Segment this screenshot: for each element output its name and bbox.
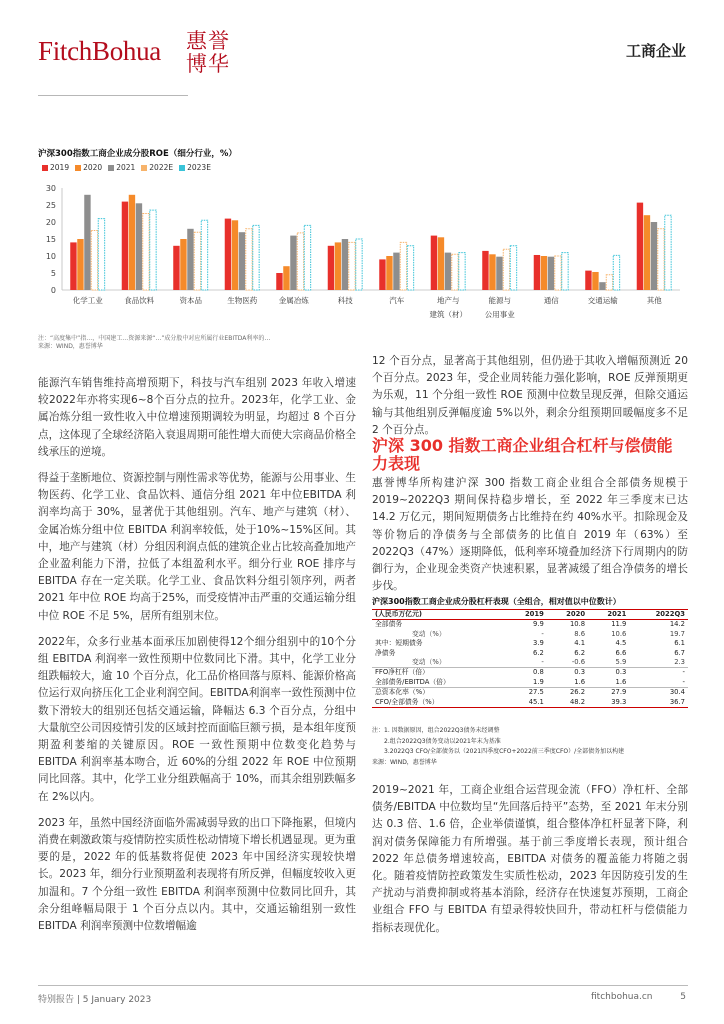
table-cell: - — [541, 629, 544, 638]
table-cell: 26.2 — [547, 688, 588, 698]
legend-label: 2023E — [187, 163, 211, 172]
right-paragraph-2: 惠誉博华所构建沪深 300 指数工商企业组合全部债务规模于 2019~2022Q3 期间保持稳步增长，至 2022 年三季度末已达 14.2 万亿元，期间短期债务占比维持在约 40%水平。扣除现金及等价物后的净债务与全部债务的比值自 2019 年（63%）至 2022Q3（47%）逐期降低，低利率环境叠加经济下行周期内的防御行为，企业现金类资产快速积累，显著减缓了组合净债务的增长步伐。 — [372, 477, 688, 593]
legend-item — [75, 163, 102, 172]
bar-2021-4 — [290, 236, 296, 290]
legend-item — [141, 163, 173, 172]
bar-2020-9 — [541, 256, 547, 290]
logo-chinese-seal: 惠誉博华 — [186, 29, 230, 76]
x-category-label: 生物医药 — [227, 296, 258, 305]
table-row — [372, 698, 688, 708]
bar-2021-1 — [136, 203, 142, 290]
bar-2022E-8 — [503, 249, 509, 290]
chart-note-text: 注：“高度集中”指…，中国建工…资源来源“…”成分股中对应所属行业EBITDA利率的… — [38, 335, 271, 342]
table-cell: 6.6 — [615, 648, 627, 657]
bar-2021-11 — [651, 222, 657, 290]
y-tick-label: 30 — [45, 184, 56, 193]
bar-2021-9 — [548, 257, 554, 290]
table-cell: 45.1 — [506, 698, 547, 708]
bar-2020-8 — [489, 254, 495, 290]
bar-2019-1 — [122, 202, 128, 290]
y-tick-label: 25 — [45, 201, 56, 210]
table-cell: 6.1 — [674, 639, 685, 648]
logo-fitchbohua: FitchBohua — [38, 36, 161, 66]
table-row-label: 变动（%） — [412, 658, 446, 667]
table-row-label: 净债务 — [375, 648, 396, 657]
left-column — [38, 375, 356, 944]
table-row — [372, 630, 688, 639]
bar-2023E-10 — [613, 255, 619, 290]
table-cell: 4.1 — [574, 639, 586, 648]
table-row-label: 总资本化率（%） — [372, 688, 506, 698]
table-cell: 39.3 — [588, 698, 629, 708]
table-cell: 11.9 — [611, 620, 627, 629]
footer-site: fitchbohua.cn — [591, 992, 653, 1002]
x-category-label: 其他 — [646, 296, 662, 305]
table-cell: 36.7 — [629, 698, 688, 708]
table-cell: 4.5 — [615, 639, 627, 648]
footer-report-label: 特别报告 | 5 January 2023 — [38, 995, 152, 1005]
x-category-label: 交通运输 — [587, 296, 618, 305]
bar-2023E-8 — [510, 246, 516, 290]
table-row-label: FFO净杠杆（倍） — [372, 668, 506, 678]
bar-2021-6 — [393, 253, 399, 290]
section-heading: 沪深 300 指数工商企业组合杠杆与偿债能力表现 — [372, 436, 673, 473]
table-row-label: CFO/全部债务（%） — [372, 698, 506, 708]
table-row — [372, 668, 688, 678]
table-note: 3.2022Q3 CFO/全部债务以（2021四季度CFO+2022前三季度CFO）/全部债务加以构建 — [384, 748, 625, 755]
table-header-cell: 2021 — [588, 610, 629, 620]
legend-item — [108, 163, 135, 172]
roe-bar-chart — [34, 178, 684, 333]
table-cell: - — [682, 677, 685, 686]
bar-2020-1 — [129, 195, 135, 290]
bar-2022E-10 — [606, 275, 612, 290]
bar-2020-2 — [180, 239, 186, 290]
y-tick-label: 15 — [45, 235, 56, 244]
bar-2022E-0 — [91, 231, 97, 291]
table-cell: 6.2 — [533, 648, 544, 657]
bar-2019-2 — [173, 246, 179, 290]
right-paragraph-3: 2019~2021 年，工商企业组合运营现金流（FFO）净杠杆、全部债务/EBITDA 中位数均呈“先回落后持平”态势，至 2021 年末分别达 0.3 倍、1.6 倍，企业举债谨慎，组合整体净杠杆显著下降，利润对债务保障能力有所增强。基于前三季度增长表现，预计组合 2022 年总债务增速较高，EBITDA 对债务的覆盖能力将随之弱化。随着疫情防控政策发生实质性松动，2023 年因防疫引发的生产扰动与消费抑制或将基本消除，经济存在快速复苏预期，工商企业组合 FFO 与 EBITDA 有望录得较快回升，带动杠杆与偿债能力指标表现优化。 — [372, 784, 688, 934]
legend-item — [42, 163, 69, 172]
table-cell: 1.9 — [533, 677, 544, 686]
table-cell: - — [541, 658, 544, 667]
bar-2021-5 — [342, 239, 348, 290]
table-row-label: 变动（%） — [412, 629, 446, 638]
bar-2023E-3 — [253, 225, 259, 290]
bar-2020-3 — [232, 220, 238, 290]
bar-2019-7 — [431, 236, 437, 290]
bar-2021-10 — [599, 282, 605, 290]
bar-2023E-6 — [407, 246, 413, 290]
y-tick-label: 0 — [50, 286, 56, 295]
bar-2022E-11 — [658, 229, 664, 290]
bar-2019-8 — [482, 251, 488, 290]
bar-2021-2 — [187, 229, 193, 290]
table-cell: 1.6 — [574, 677, 586, 686]
x-category-label: 食品饮料 — [124, 296, 155, 305]
x-category-label: 能源与 — [488, 296, 511, 305]
table-cell: 0.3 — [588, 668, 629, 678]
paragraph: 2023 年，虽然中国经济面临外需减弱导致的出口下降拖累，但境内消费在刺激政策与疫情防控实质性松动情境下增长机遇显现。更为重要的是，2022 年的低基数将促使 2023 年中国经济实现较快增长。2023 年，细分行业预期盈利表现将有所反弹，但幅度较收入更加温和。7 个分组一致性 EBITDA 利润率预测中位数同比回升，其余分组峰幅局限于 1 个百分点以内。其中，交通运输组别一致性 EBITDA 利润率预测中位数增幅逾 — [38, 816, 356, 933]
table-row-label: 全部债务 — [375, 620, 403, 629]
x-category-label: 通信 — [543, 296, 559, 305]
chart-source: 来源：WIND，惠誉博华 — [38, 343, 103, 350]
table-row — [372, 649, 688, 658]
table-cell: 8.6 — [574, 629, 586, 638]
bar-2020-11 — [644, 215, 650, 290]
table-header-row — [372, 610, 688, 620]
table-row-label: 其中：短期债务 — [375, 639, 423, 648]
bar-2021-0 — [84, 195, 90, 290]
table-note: 注：1. 因数据原因，组合2022Q3债务未经调整 — [372, 727, 500, 734]
table-row — [372, 688, 688, 698]
table-cell: 27.9 — [588, 688, 629, 698]
footer-divider — [38, 985, 688, 986]
bar-2022E-7 — [452, 254, 458, 290]
bar-2019-9 — [534, 255, 540, 290]
table-cell: 6.2 — [574, 648, 586, 657]
bar-2020-10 — [592, 272, 598, 290]
bar-2022E-3 — [246, 229, 252, 290]
table-cell: 2.3 — [674, 658, 685, 667]
legend-swatch — [75, 165, 81, 171]
table-header-cell: 2019 — [506, 610, 547, 620]
legend-label: 2020 — [83, 163, 103, 172]
bar-2022E-1 — [143, 214, 149, 291]
chart-title: 沪深300指数工商企业成分股ROE（细分行业，%） — [38, 149, 237, 159]
legend-label: 2021 — [116, 163, 136, 172]
bar-2023E-1 — [150, 210, 156, 290]
legend-swatch — [42, 165, 48, 171]
table-cell: 3.9 — [533, 639, 544, 648]
section-label: 工商企业 — [625, 42, 686, 60]
legend-item — [179, 163, 211, 172]
bar-2019-10 — [585, 271, 591, 290]
right-paragraph-1: 12 个百分点，显著高于其他组别，但仍逊于其收入增幅预测近 20 个百分点。2023 年，受企业周转能力强化影响，ROE 反弹预期更为乐观，11 个分组一致性 ROE 预测中位数呈现反弹，但除交通运输与其他组别反弹幅度逾 5%以外，剩余分组预期回暖幅度多不足 2 个百分点。 — [372, 355, 688, 436]
x-category-label-line2: 公用事业 — [484, 310, 515, 319]
table-cell: 19.7 — [669, 629, 685, 638]
table-notes — [372, 726, 624, 768]
bar-2021-3 — [239, 232, 245, 290]
x-category-label: 地产与 — [437, 296, 460, 305]
chart-legend — [42, 163, 211, 172]
bar-2019-4 — [276, 273, 282, 290]
paragraph: 得益于垄断地位、资源控制与刚性需求等优势，能源与公用事业、生物医药、化学工业、食品饮料、通信分组 2021 年中位EBITDA 利润率均高于 30%，显著优于其他组别。汽车、地产与建筑（材）、金属冶炼分组中位 EBITDA 利润率较低，处于10%~15%区间。其中，地产与建筑（材）分组因利润点低的建筑企业占比较高叠加地产企业盈利能力下滑，拉低了本组盈利水平。细分行业 ROE 排序与 EBITDA 存在一定关联。化学工业、食品饮料分组引领序列，两者 2021 年中位 ROE 均高于25%，而受疫情冲击严重的交通运输分组中位 ROE 不足 5%，居所有组别末位。 — [38, 472, 356, 622]
chart-notes — [38, 335, 270, 351]
bar-2020-6 — [386, 256, 392, 290]
bar-2023E-4 — [304, 225, 310, 290]
bar-2023E-0 — [98, 219, 104, 290]
paragraph: 能源汽车销售维持高增预期下，科技与汽车组别 2023 年收入增速较2022年亦将实现6~8个百分点的拉升。2023年，化学工业、金属冶炼分组一致性收入中位增速预期调较为明显，均超过 8 个百分点，这体现了全球经济陷入衰退周期可能性增大而使大宗商品价格全线承压的逆境。 — [38, 377, 356, 458]
x-category-label: 金属冶炼 — [278, 296, 309, 305]
table-cell: 1.6 — [615, 677, 627, 686]
bar-2022E-9 — [555, 256, 561, 290]
table-cell: 30.4 — [629, 688, 688, 698]
y-tick-label: 20 — [45, 218, 56, 227]
table-cell: 10.6 — [611, 629, 627, 638]
bar-2022E-2 — [194, 232, 200, 290]
bar-2019-5 — [328, 246, 334, 290]
leverage-table — [372, 609, 688, 708]
bar-2022E-4 — [297, 233, 303, 290]
legend-swatch — [141, 165, 147, 171]
table-cell: 5.9 — [615, 658, 627, 667]
table-row — [372, 620, 688, 630]
table-row — [372, 678, 688, 688]
bar-2019-6 — [379, 259, 385, 290]
bar-2019-0 — [70, 242, 76, 290]
table-cell: 0.8 — [506, 668, 547, 678]
x-category-label: 化学工业 — [72, 296, 103, 305]
x-category-label: 科技 — [337, 296, 353, 305]
table-header-cell: 2020 — [547, 610, 588, 620]
y-tick-label: 10 — [45, 252, 56, 261]
bar-2019-3 — [225, 219, 231, 290]
table-cell: - — [629, 668, 688, 678]
bar-2022E-6 — [400, 242, 406, 290]
paragraph: 2022年，众多行业基本面承压加剧使得12个细分组别中的10个分组 EBITDA 利润率一致性预期中位数同比下滑。其中，化学工业分组跌幅较大，逾 10 个百分点，化工品价格回落与原料、能源价格高位运行双向挤压化工企业利润空间。EBITDA利润率一致性预测中位数下滑较大的组别还包括交通运输，降幅达 6.3 个百分点，分组中大量航空公司因疫情引发的区域封控而面临巨额亏损，是本组年度预期盈利萎缩的关键原因。ROE 一致性预期中位数变化趋势与 EBITDA 利润率基本吻合，近 60%的分组 2022 年 ROE 中位预期同比回落。其中，化学工业分组跌幅高于 10%，而其余组别跌幅多在 2%以内。 — [38, 635, 356, 803]
table-cell: -0.6 — [571, 658, 586, 667]
bar-2020-0 — [77, 239, 83, 290]
footer-right — [591, 992, 686, 1002]
table-cell: 6.7 — [674, 648, 685, 657]
table-cell: 10.8 — [569, 620, 586, 629]
bar-2023E-2 — [201, 220, 207, 290]
table-header-cell: 2022Q3 — [629, 610, 688, 620]
bar-2021-8 — [496, 257, 502, 290]
bar-2023E-5 — [356, 239, 362, 290]
bar-2019-11 — [637, 203, 643, 290]
table-cell: 27.5 — [506, 688, 547, 698]
table-cell: 0.3 — [547, 668, 588, 678]
bar-2020-7 — [438, 237, 444, 290]
table-title: 沪深300指数工商企业成分股杠杆表现（全组合，相对值以中位数计） — [372, 597, 621, 606]
bar-2020-4 — [283, 266, 289, 290]
header-divider — [38, 95, 188, 96]
legend-label: 2022E — [149, 163, 174, 172]
x-category-label-line2: 建筑（材） — [429, 310, 467, 319]
bar-2020-5 — [335, 242, 341, 290]
table-row — [372, 658, 688, 668]
legend-label: 2019 — [50, 163, 70, 172]
bar-2023E-9 — [562, 253, 568, 290]
table-row — [372, 639, 688, 648]
legend-swatch — [179, 165, 185, 171]
table-header-cell: (人民币万亿元) — [372, 610, 506, 620]
table-row-label: 全部债务/EBITDA（倍） — [375, 677, 450, 686]
bar-2023E-7 — [459, 253, 465, 290]
page-number: 5 — [680, 992, 686, 1002]
table-cell: 14.2 — [669, 620, 685, 629]
bar-2022E-5 — [349, 242, 355, 290]
table-note: 2.组合2022Q3债务变动以2021年末为基准 — [384, 737, 501, 745]
bar-2023E-11 — [665, 215, 671, 290]
y-tick-label: 5 — [50, 269, 56, 278]
x-category-label: 汽车 — [389, 296, 405, 305]
table-cell: 9.9 — [533, 620, 544, 629]
x-category-label: 资本品 — [179, 296, 202, 305]
legend-swatch — [108, 165, 114, 171]
bar-2021-7 — [445, 253, 451, 290]
table-cell: 48.2 — [547, 698, 588, 708]
table-source: 来源：WIND，惠誉博华 — [372, 758, 437, 766]
